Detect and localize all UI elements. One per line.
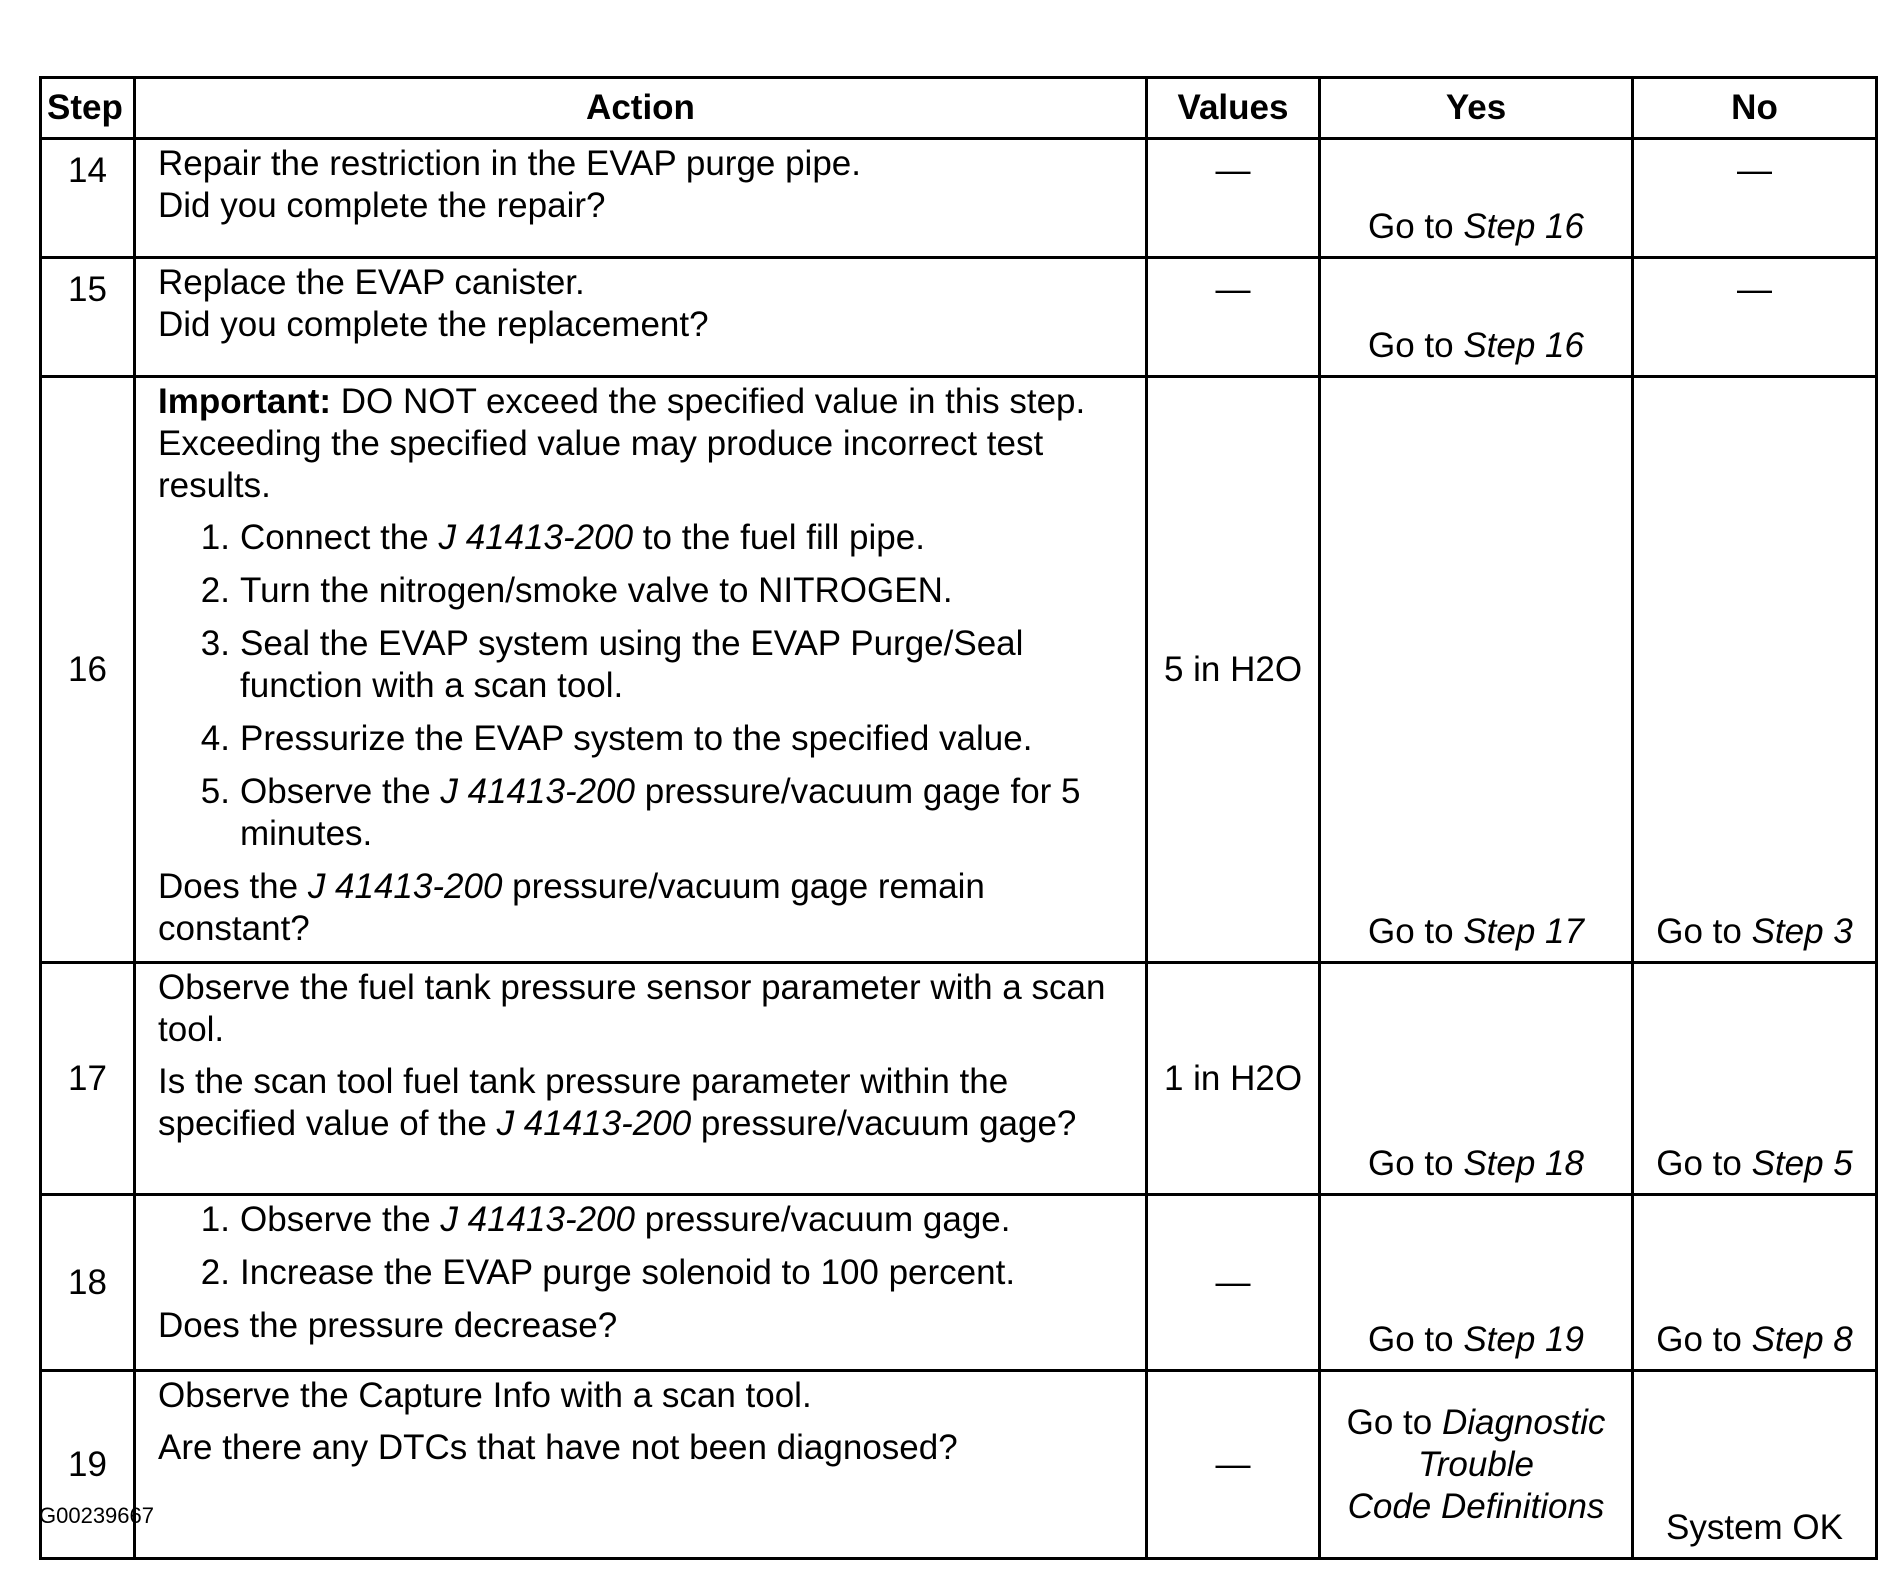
step-number: 18 bbox=[41, 1195, 135, 1371]
yes-cell bbox=[1320, 1195, 1633, 1371]
yes-step-link[interactable]: Step 18 bbox=[1463, 1144, 1584, 1183]
values-cell: 5 in H2O bbox=[1147, 377, 1320, 963]
step-number: 15 bbox=[41, 258, 135, 377]
no-step-link[interactable]: Step 5 bbox=[1751, 1144, 1853, 1183]
yes-step-link[interactable]: Step 16 bbox=[1463, 326, 1584, 365]
no-prefix: Go to bbox=[1656, 912, 1752, 951]
action-question bbox=[158, 1061, 1135, 1145]
list-text: Turn the nitrogen/smoke valve to NITROGEN. bbox=[240, 571, 953, 610]
list-text: Pressurize the EVAP system to the specified value. bbox=[240, 719, 1033, 758]
action-text: Observe the fuel tank pressure sensor parameter with a scan tool. bbox=[158, 968, 1106, 1049]
action-cell bbox=[135, 258, 1147, 377]
list-number: 4. bbox=[200, 719, 230, 758]
list-number: 2. bbox=[200, 571, 230, 610]
action-cell bbox=[135, 377, 1147, 963]
yes-cell bbox=[1320, 963, 1633, 1195]
no-prefix: Go to bbox=[1656, 1320, 1752, 1359]
no-step-link[interactable]: Step 3 bbox=[1751, 912, 1853, 951]
yes-step-link[interactable]: Step 17 bbox=[1463, 912, 1584, 951]
text-after: to the fuel fill pipe. bbox=[633, 518, 925, 557]
yes-cell bbox=[1320, 377, 1633, 963]
yes-link-line-1[interactable]: Diagnostic bbox=[1441, 1402, 1606, 1442]
step-number: 17 bbox=[41, 963, 135, 1195]
table-row-step-19 bbox=[41, 1371, 1877, 1559]
list-item bbox=[158, 570, 1135, 612]
header-row bbox=[41, 78, 1877, 139]
table-row-step-15 bbox=[41, 258, 1877, 377]
action-question: Does the pressure decrease? bbox=[158, 1306, 618, 1345]
text-after: pressure/vacuum gage remain constant? bbox=[158, 867, 985, 948]
table-row-step-17 bbox=[41, 963, 1877, 1195]
list-text: Increase the EVAP purge solenoid to 100 percent. bbox=[240, 1253, 1016, 1292]
text-before: Observe the bbox=[240, 1200, 441, 1239]
header-values: Values bbox=[1147, 78, 1320, 139]
text-before: Does the bbox=[158, 867, 308, 906]
yes-step-link[interactable]: Step 16 bbox=[1463, 207, 1584, 246]
list-number: 3. bbox=[200, 624, 230, 663]
action-cell bbox=[135, 1195, 1147, 1371]
yes-link-line-2[interactable]: Trouble bbox=[1417, 1444, 1535, 1484]
procedure-list bbox=[158, 517, 1135, 855]
action-question bbox=[158, 866, 1135, 950]
list-item bbox=[158, 623, 1135, 707]
no-cell bbox=[1633, 1195, 1877, 1371]
action-question: Did you complete the repair? bbox=[158, 186, 606, 225]
values-cell: — bbox=[1147, 258, 1320, 377]
values-cell: — bbox=[1147, 139, 1320, 258]
text-before: Is the scan tool fuel tank pressure parameter within the specified value of the bbox=[158, 1062, 1009, 1143]
table-row-step-14 bbox=[41, 139, 1877, 258]
step-number: 19 bbox=[41, 1371, 135, 1559]
list-text bbox=[240, 517, 1135, 559]
no-cell: — bbox=[1633, 258, 1877, 377]
list-number: 1. bbox=[200, 1200, 230, 1239]
values-cell: — bbox=[1147, 1371, 1320, 1559]
header-yes: Yes bbox=[1320, 78, 1633, 139]
no-prefix: Go to bbox=[1656, 1144, 1752, 1183]
no-cell bbox=[1633, 377, 1877, 963]
important-text: DO NOT exceed the specified value in this step. Exceeding the specified value may produce incorrect test results. bbox=[158, 382, 1086, 505]
table-row-step-16 bbox=[41, 377, 1877, 963]
list-number: 2. bbox=[200, 1253, 230, 1292]
tool-name: J 41413-200 bbox=[307, 867, 503, 906]
table-row-step-18 bbox=[41, 1195, 1877, 1371]
diagnostic-table bbox=[39, 76, 1878, 1560]
tool-name: J 41413-200 bbox=[440, 1200, 635, 1239]
step-number: 14 bbox=[41, 139, 135, 258]
no-step-link[interactable]: Step 8 bbox=[1751, 1320, 1853, 1359]
yes-prefix: Go to bbox=[1368, 1320, 1464, 1359]
list-number: 1. bbox=[200, 518, 230, 557]
action-cell bbox=[135, 963, 1147, 1195]
yes-prefix: Go to bbox=[1368, 1144, 1464, 1183]
yes-cell bbox=[1320, 1371, 1633, 1559]
yes-cell bbox=[1320, 139, 1633, 258]
list-item bbox=[158, 771, 1135, 855]
yes-prefix: Go to bbox=[1368, 207, 1464, 246]
action-cell bbox=[135, 1371, 1147, 1559]
list-text bbox=[240, 771, 1135, 855]
text-after: pressure/vacuum gage for 5 minutes. bbox=[240, 772, 1081, 853]
header-action: Action bbox=[135, 78, 1147, 139]
no-cell bbox=[1633, 963, 1877, 1195]
action-question: Are there any DTCs that have not been diagnosed? bbox=[158, 1428, 958, 1467]
action-text: Repair the restriction in the EVAP purge pipe. bbox=[158, 144, 861, 183]
procedure-list bbox=[158, 1199, 1135, 1294]
yes-step-link[interactable]: Step 19 bbox=[1463, 1320, 1584, 1359]
yes-prefix: Go to bbox=[1368, 912, 1464, 951]
tool-name: J 41413-200 bbox=[438, 518, 634, 557]
header-no: No bbox=[1633, 78, 1877, 139]
important-note bbox=[158, 381, 1135, 507]
list-item bbox=[158, 718, 1135, 760]
text-after: pressure/vacuum gage. bbox=[635, 1200, 1011, 1239]
action-question: Did you complete the replacement? bbox=[158, 305, 709, 344]
action-text: Observe the Capture Info with a scan tool. bbox=[158, 1376, 812, 1415]
action-text: Replace the EVAP canister. bbox=[158, 263, 585, 302]
yes-prefix: Go to bbox=[1346, 1402, 1442, 1442]
tool-name: J 41413-200 bbox=[440, 772, 635, 811]
yes-prefix: Go to bbox=[1368, 326, 1464, 365]
list-item bbox=[158, 517, 1135, 559]
list-item bbox=[158, 1199, 1135, 1241]
no-cell: System OK bbox=[1633, 1371, 1877, 1559]
important-label: Important: bbox=[158, 382, 332, 421]
list-text bbox=[240, 1199, 1135, 1241]
list-number: 5. bbox=[200, 772, 230, 811]
text-before: Observe the bbox=[240, 772, 441, 811]
list-item bbox=[158, 1252, 1135, 1294]
list-text: Seal the EVAP system using the EVAP Purge/Seal function with a scan tool. bbox=[240, 624, 1024, 705]
text-before: Connect the bbox=[240, 518, 439, 557]
values-cell: — bbox=[1147, 1195, 1320, 1371]
figure-id: G00239667 bbox=[39, 1503, 154, 1528]
tool-name: J 41413-200 bbox=[496, 1104, 692, 1143]
text-after: pressure/vacuum gage? bbox=[691, 1104, 1077, 1143]
step-number: 16 bbox=[41, 377, 135, 963]
action-cell bbox=[135, 139, 1147, 258]
yes-cell bbox=[1320, 258, 1633, 377]
yes-link-line-3[interactable]: Code Definitions bbox=[1347, 1486, 1605, 1526]
no-cell: — bbox=[1633, 139, 1877, 258]
values-cell: 1 in H2O bbox=[1147, 963, 1320, 1195]
header-step: Step bbox=[41, 78, 135, 139]
